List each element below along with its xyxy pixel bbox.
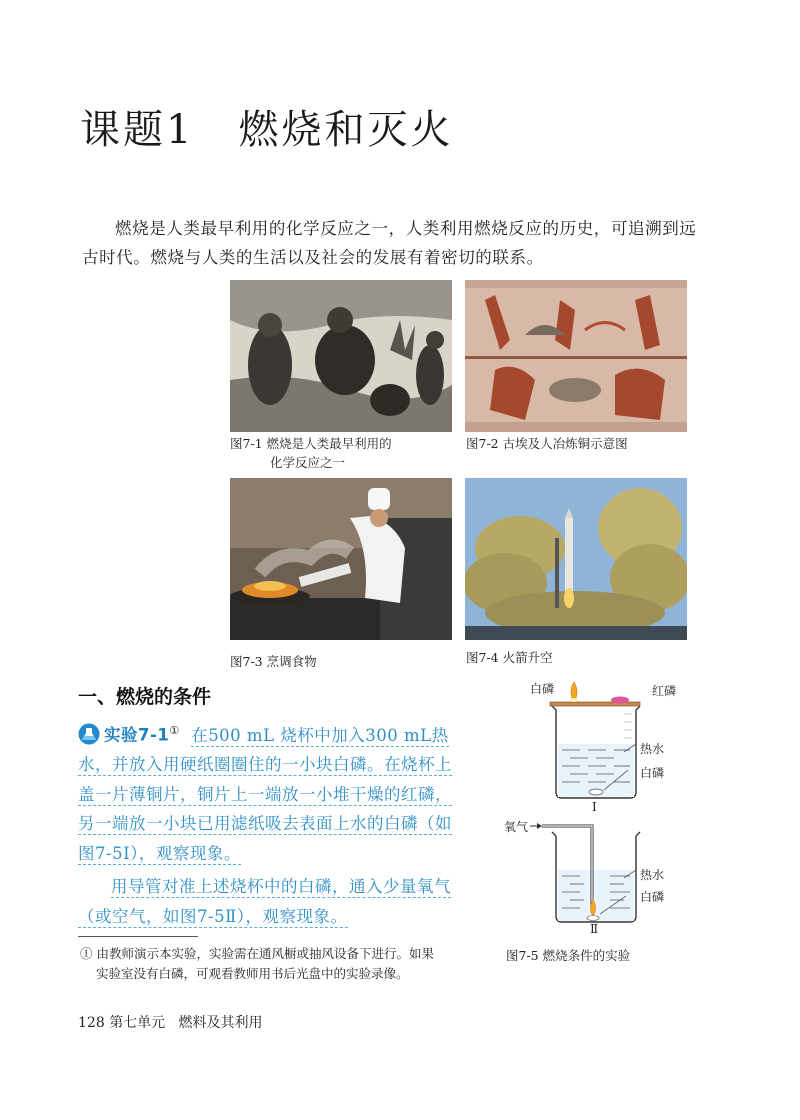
experiment-line-2: 水，并放入用硬纸圈圈住的一小块白磷。在烧杯上 xyxy=(78,755,452,774)
unit-title: 燃料及其利用 xyxy=(178,1015,263,1031)
figure-7-5-caption: 图7-5 燃烧条件的实验 xyxy=(506,948,631,963)
footnote-marker: ① xyxy=(169,724,180,737)
section-heading: 一、燃烧的条件 xyxy=(78,686,212,708)
footnote-line-2: 实验室没有白磷，可观看教师用书后光盘中的实验录像。 xyxy=(96,966,409,981)
figure-7-3-image xyxy=(230,478,452,640)
figure-7-4-image xyxy=(465,478,687,640)
label-oxygen: 氧气 xyxy=(504,820,529,834)
experiment-line-1: 实验7-1① 在500 mL 烧杯中加入300 mL热 xyxy=(78,716,482,750)
experiment-line-4: 另一端放一小块已用滤纸吸去表面上水的白磷（如 xyxy=(78,814,452,833)
figure-7-2-image xyxy=(465,280,687,432)
label-hot-water-1: 热水 xyxy=(640,742,665,756)
figure-7-4-caption: 图7-4 火箭升空 xyxy=(466,650,553,665)
label-roman-2: Ⅱ xyxy=(590,922,599,936)
experiment-line-5: 图7-5Ⅰ），观察现象。 xyxy=(78,843,241,863)
lesson-title xyxy=(80,98,453,155)
intro-paragraph xyxy=(82,214,698,272)
page-footer xyxy=(78,1012,263,1032)
experiment-para2-line-2: （或空气，如图7-5Ⅱ），观察现象。 xyxy=(78,906,348,926)
label-hot-water-2: 热水 xyxy=(640,868,665,882)
footnote-line-1: ① 由教师演示本实验，实验需在通风橱或抽风设备下进行。如果 xyxy=(80,946,434,961)
lesson-number: 课题1 xyxy=(80,107,195,153)
figure-7-3-caption: 图7-3 烹调食物 xyxy=(230,654,317,669)
intro-line-2: 到远古时代。燃烧与人类的生活以及社会的发展有着密切的联系。 xyxy=(82,219,697,267)
footnote xyxy=(80,944,434,984)
unit-label: 第七单元 xyxy=(109,1015,166,1031)
figure-7-2-caption: 图7-2 古埃及人冶炼铜示意图 xyxy=(466,436,628,451)
figure-7-5-diagram xyxy=(500,680,700,930)
page-number: 128 xyxy=(78,1015,105,1031)
figure-7-1-caption: 图7-1 燃烧是人类最早利用的 化学反应之一 xyxy=(230,436,392,470)
experiment-block xyxy=(78,716,482,931)
lesson-name: 燃烧和灭火 xyxy=(238,107,454,153)
label-roman-1: Ⅰ xyxy=(592,800,597,814)
intro-line-1: 燃烧是人类最早利用的化学反应之一，人类利用燃烧反应的历史，可追溯 xyxy=(115,219,663,238)
label-white-phosphorus-top: 白磷 xyxy=(530,682,555,696)
experiment-para2-line-1: 用导管对准上述烧杯中的白磷，通入少量氧气 xyxy=(111,877,451,896)
experiment-line-3: 盖一片薄铜片，铜片上一端放一小堆干燥的红磷， xyxy=(78,784,452,804)
label-white-phosphorus-2: 白磷 xyxy=(640,890,665,904)
figure-7-1-image xyxy=(230,280,452,432)
label-red-phosphorus: 红磷 xyxy=(652,684,677,698)
flask-icon xyxy=(78,723,104,745)
footnote-divider xyxy=(78,936,198,937)
experiment-label: 实验7-1 xyxy=(104,725,170,745)
label-white-phosphorus-1: 白磷 xyxy=(640,766,665,780)
